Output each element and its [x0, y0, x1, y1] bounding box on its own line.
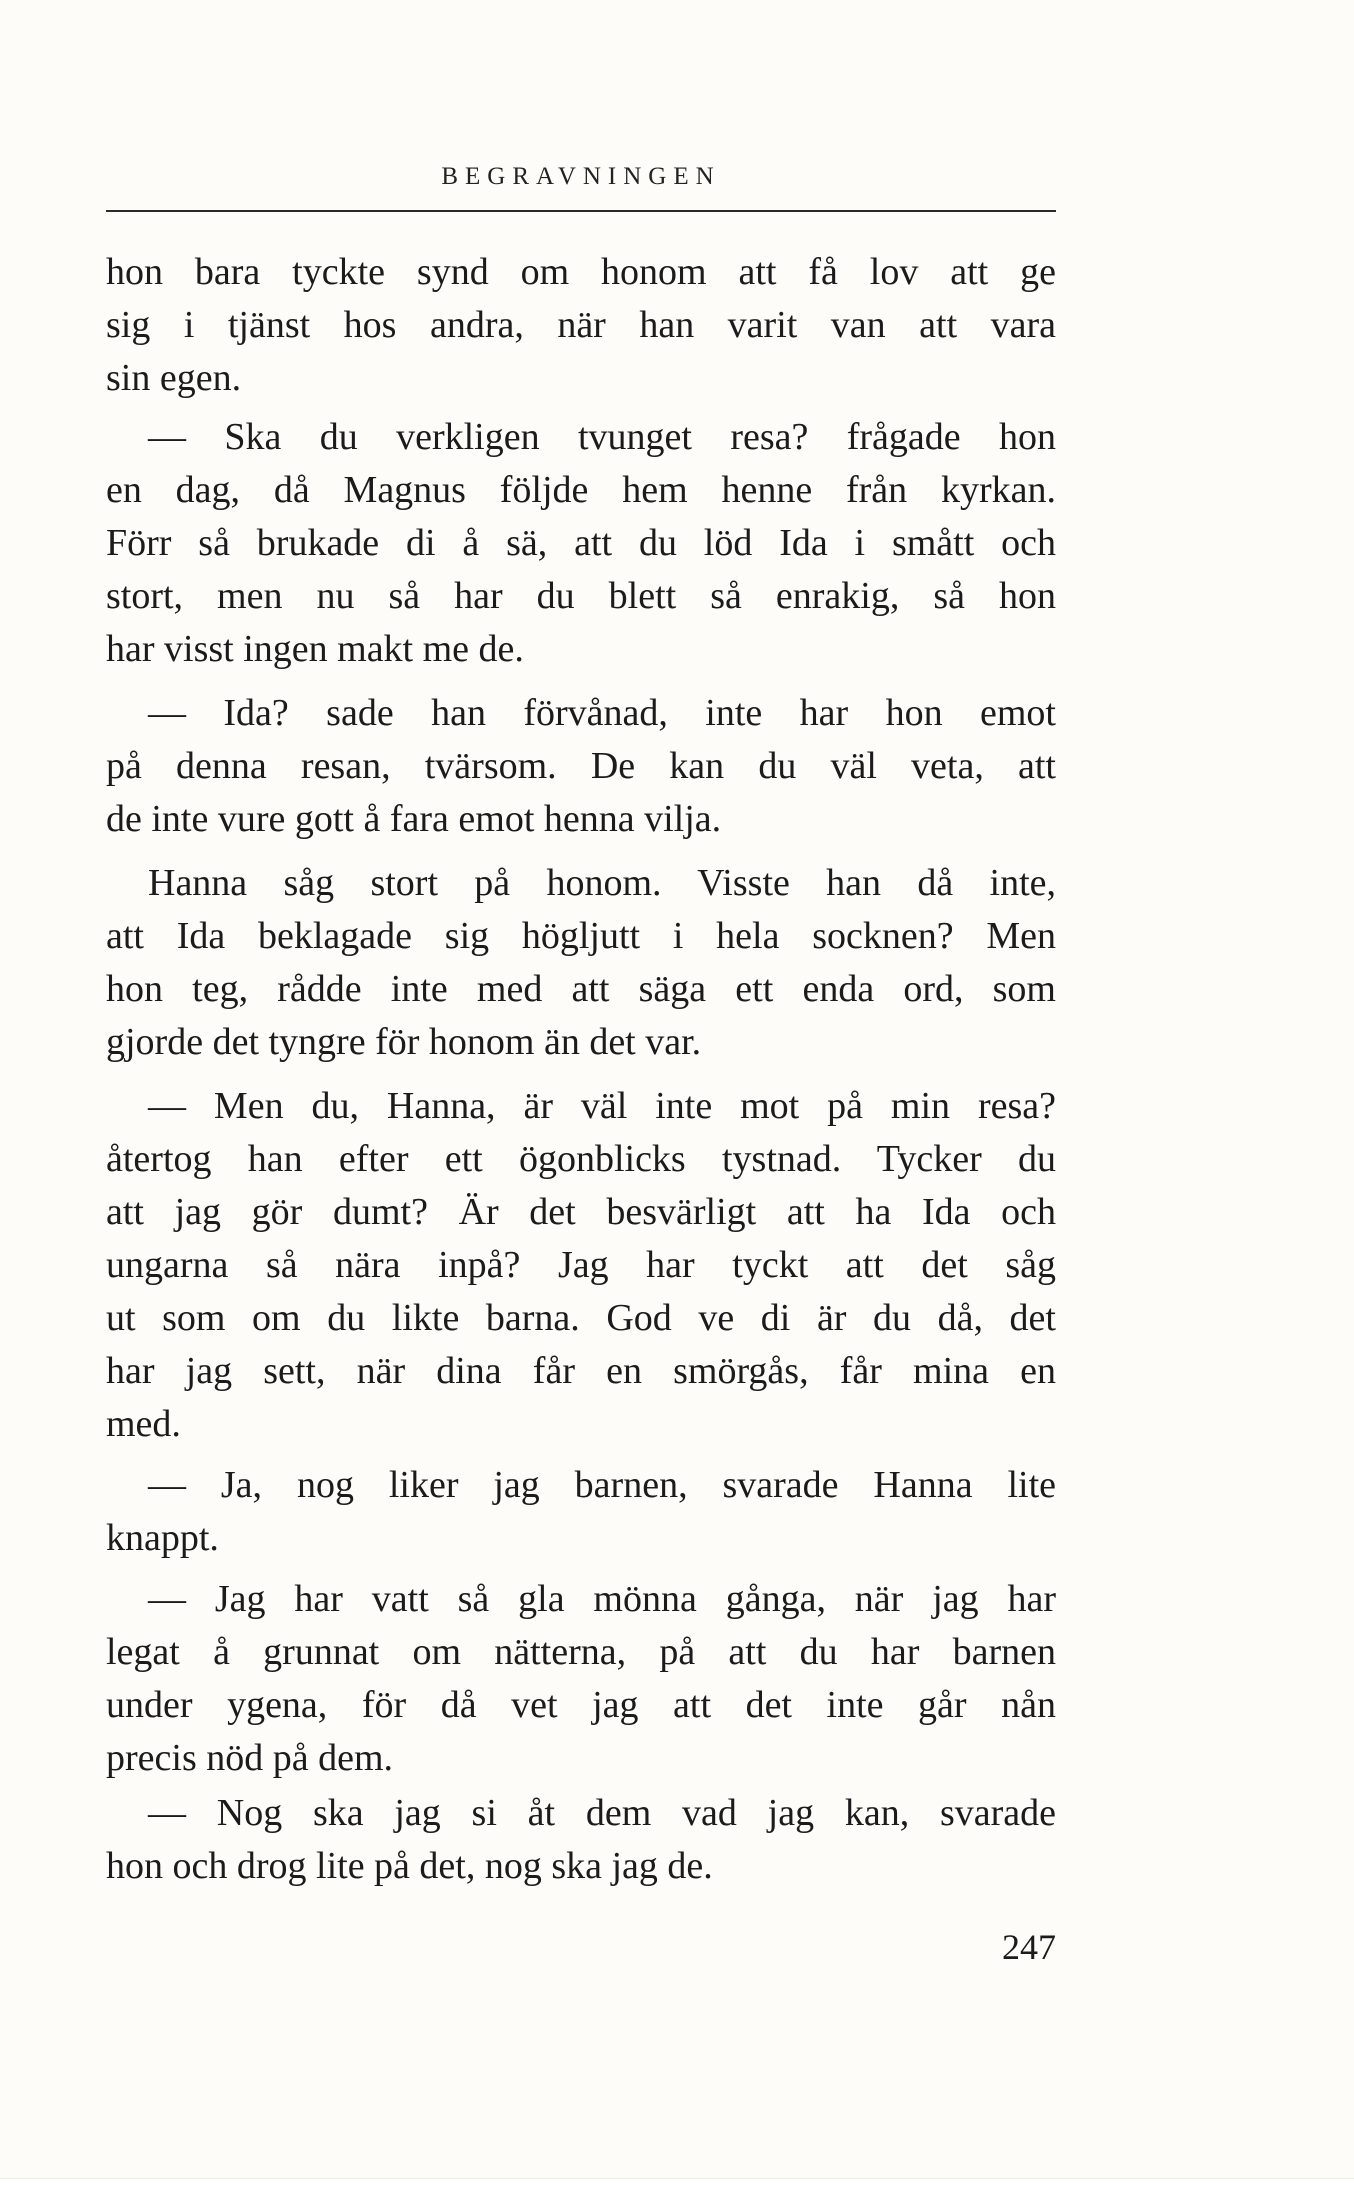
text-line: har jag sett, när dina får en smörgås, får mina en	[106, 1350, 1056, 1392]
text-line: med.	[106, 1403, 181, 1445]
text-line: — Ja, nog liker jag barnen, svarade Hanna lite	[148, 1464, 1056, 1506]
text-line: hon och drog lite på det, nog ska jag de.	[106, 1845, 713, 1887]
page-bottom-edge	[0, 2178, 1354, 2191]
text-line: Förr så brukade di å sä, att du löd Ida i smått och	[106, 522, 1056, 564]
text-line: en dag, då Magnus följde hem henne från kyrkan.	[106, 469, 1056, 511]
text-line: — Ida? sade han förvånad, inte har hon emot	[148, 692, 1056, 734]
text-line: har visst ingen makt me de.	[106, 628, 524, 670]
text-line: — Men du, Hanna, är väl inte mot på min resa?	[148, 1085, 1056, 1127]
text-line: återtog han efter ett ögonblicks tystnad. Tycker du	[106, 1138, 1056, 1180]
text-line: — Jag har vatt så gla mönna gånga, när jag har	[148, 1578, 1056, 1620]
text-line: stort, men nu så har du blett så enrakig, så hon	[106, 575, 1056, 617]
text-line: att jag gör dumt? Är det besvärligt att ha Ida och	[106, 1191, 1056, 1233]
text-line: under ygena, för då vet jag att det inte går nån	[106, 1684, 1056, 1726]
running-head: BEGRAVNINGEN	[441, 163, 721, 190]
header-rule	[106, 210, 1056, 212]
text-line: gjorde det tyngre för honom än det var.	[106, 1021, 702, 1063]
text-line: ut som om du likte barna. God ve di är du då, det	[106, 1297, 1056, 1339]
text-line: knappt.	[106, 1517, 219, 1559]
text-line: — Nog ska jag si åt dem vad jag kan, svarade	[148, 1792, 1056, 1834]
page-number: 247	[1002, 1927, 1056, 1967]
text-line: hon bara tyckte synd om honom att få lov att ge	[106, 251, 1056, 293]
text-line: sin egen.	[106, 357, 242, 399]
text-line: Hanna såg stort på honom. Visste han då inte,	[148, 862, 1056, 904]
text-line: — Ska du verkligen tvunget resa? frågade hon	[148, 416, 1056, 458]
text-line: precis nöd på dem.	[106, 1737, 394, 1779]
text-line: ungarna så nära inpå? Jag har tyckt att det såg	[106, 1244, 1056, 1286]
text-line: att Ida beklagade sig högljutt i hela socknen? Men	[106, 915, 1056, 957]
text-line: legat å grunnat om nätterna, på att du har barnen	[106, 1631, 1056, 1673]
text-line: på denna resan, tvärsom. De kan du väl veta, att	[106, 745, 1056, 787]
text-line: hon teg, rådde inte med att säga ett enda ord, som	[106, 968, 1056, 1010]
text-line: sig i tjänst hos andra, när han varit van att vara	[106, 304, 1056, 346]
text-line: de inte vure gott å fara emot henna vilja.	[106, 798, 722, 840]
